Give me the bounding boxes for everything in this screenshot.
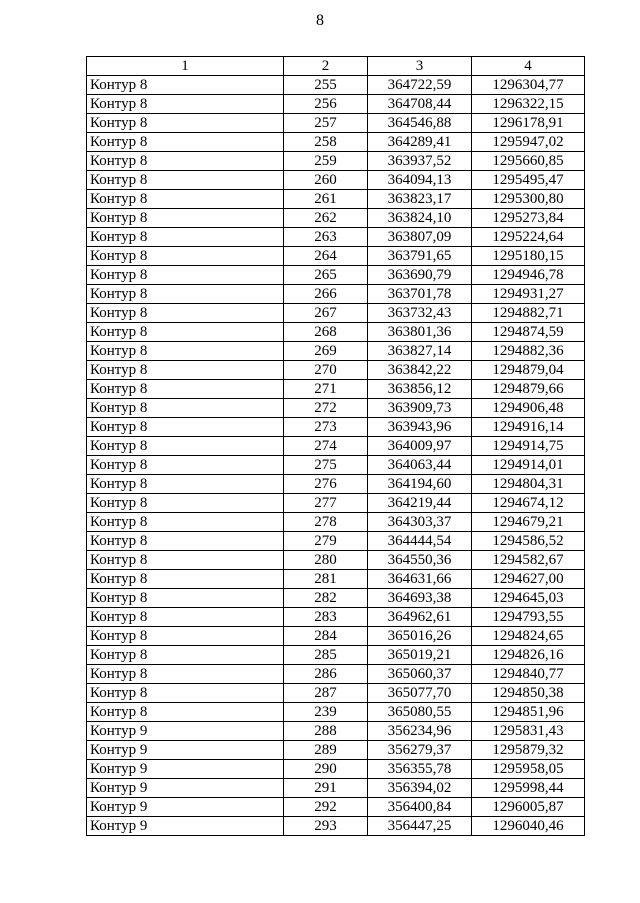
- y-coordinate-cell: 1294914,75: [472, 437, 585, 456]
- table-row: [87, 456, 585, 475]
- x-coordinate-cell: 364550,36: [368, 551, 472, 570]
- contour-name-cell: Контур 9: [87, 722, 284, 741]
- point-number-cell: 269: [284, 342, 368, 361]
- y-coordinate-cell: 1294906,48: [472, 399, 585, 418]
- table-row: [87, 133, 585, 152]
- x-coordinate-cell: 364194,60: [368, 475, 472, 494]
- contour-name-cell: Контур 8: [87, 76, 284, 95]
- contour-name-cell: Контур 8: [87, 608, 284, 627]
- point-number-cell: 284: [284, 627, 368, 646]
- x-coordinate-cell: 364962,61: [368, 608, 472, 627]
- point-number-cell: 273: [284, 418, 368, 437]
- point-number-cell: 270: [284, 361, 368, 380]
- x-coordinate-cell: 363842,22: [368, 361, 472, 380]
- y-coordinate-cell: 1295998,44: [472, 779, 585, 798]
- x-coordinate-cell: 365080,55: [368, 703, 472, 722]
- y-coordinate-cell: 1294645,03: [472, 589, 585, 608]
- column-header-1: 1: [87, 57, 284, 76]
- point-number-cell: 262: [284, 209, 368, 228]
- point-number-cell: 281: [284, 570, 368, 589]
- x-coordinate-cell: 363801,36: [368, 323, 472, 342]
- point-number-cell: 256: [284, 95, 368, 114]
- table-row: [87, 95, 585, 114]
- point-number-cell: 275: [284, 456, 368, 475]
- contour-name-cell: Контур 8: [87, 95, 284, 114]
- point-number-cell: 288: [284, 722, 368, 741]
- point-number-cell: 266: [284, 285, 368, 304]
- point-number-cell: 261: [284, 190, 368, 209]
- x-coordinate-cell: 365016,26: [368, 627, 472, 646]
- table-row: [87, 437, 585, 456]
- point-number-cell: 265: [284, 266, 368, 285]
- table-row: [87, 418, 585, 437]
- y-coordinate-cell: 1295831,43: [472, 722, 585, 741]
- contour-name-cell: Контур 8: [87, 551, 284, 570]
- y-coordinate-cell: 1294879,04: [472, 361, 585, 380]
- point-number-cell: 267: [284, 304, 368, 323]
- y-coordinate-cell: 1294851,96: [472, 703, 585, 722]
- table-row: [87, 399, 585, 418]
- y-coordinate-cell: 1296304,77: [472, 76, 585, 95]
- contour-name-cell: Контур 8: [87, 133, 284, 152]
- point-number-cell: 285: [284, 646, 368, 665]
- y-coordinate-cell: 1294874,59: [472, 323, 585, 342]
- table-row: [87, 323, 585, 342]
- header-row: [87, 57, 585, 76]
- contour-name-cell: Контур 8: [87, 285, 284, 304]
- table-row: [87, 304, 585, 323]
- contour-name-cell: Контур 8: [87, 456, 284, 475]
- contour-name-cell: Контур 8: [87, 266, 284, 285]
- y-coordinate-cell: 1294931,27: [472, 285, 585, 304]
- table-row: [87, 589, 585, 608]
- x-coordinate-cell: 364693,38: [368, 589, 472, 608]
- table-row: [87, 475, 585, 494]
- contour-name-cell: Контур 8: [87, 684, 284, 703]
- table-row: [87, 741, 585, 760]
- contour-name-cell: Контур 9: [87, 779, 284, 798]
- point-number-cell: 277: [284, 494, 368, 513]
- contour-name-cell: Контур 8: [87, 399, 284, 418]
- table-row: [87, 760, 585, 779]
- x-coordinate-cell: 363937,52: [368, 152, 472, 171]
- x-coordinate-cell: 363856,12: [368, 380, 472, 399]
- y-coordinate-cell: 1294882,36: [472, 342, 585, 361]
- point-number-cell: 279: [284, 532, 368, 551]
- point-number-cell: 287: [284, 684, 368, 703]
- point-number-cell: 260: [284, 171, 368, 190]
- y-coordinate-cell: 1294826,16: [472, 646, 585, 665]
- contour-name-cell: Контур 8: [87, 437, 284, 456]
- y-coordinate-cell: 1296005,87: [472, 798, 585, 817]
- y-coordinate-cell: 1295495,47: [472, 171, 585, 190]
- x-coordinate-cell: 363909,73: [368, 399, 472, 418]
- table-row: [87, 209, 585, 228]
- y-coordinate-cell: 1295300,80: [472, 190, 585, 209]
- contour-name-cell: Контур 8: [87, 646, 284, 665]
- table-row: [87, 817, 585, 836]
- y-coordinate-cell: 1295958,05: [472, 760, 585, 779]
- table-row: [87, 228, 585, 247]
- x-coordinate-cell: 364219,44: [368, 494, 472, 513]
- y-coordinate-cell: 1295224,64: [472, 228, 585, 247]
- y-coordinate-cell: 1295273,84: [472, 209, 585, 228]
- table-row: [87, 380, 585, 399]
- point-number-cell: 289: [284, 741, 368, 760]
- table-row: [87, 722, 585, 741]
- contour-name-cell: Контур 8: [87, 494, 284, 513]
- table-row: [87, 342, 585, 361]
- x-coordinate-cell: 364063,44: [368, 456, 472, 475]
- point-number-cell: 282: [284, 589, 368, 608]
- y-coordinate-cell: 1295180,15: [472, 247, 585, 266]
- x-coordinate-cell: 363943,96: [368, 418, 472, 437]
- y-coordinate-cell: 1294674,12: [472, 494, 585, 513]
- contour-name-cell: Контур 8: [87, 304, 284, 323]
- contour-name-cell: Контур 8: [87, 209, 284, 228]
- y-coordinate-cell: 1294582,67: [472, 551, 585, 570]
- table-header: [87, 57, 585, 76]
- coordinates-table: [86, 56, 585, 836]
- x-coordinate-cell: 363701,78: [368, 285, 472, 304]
- point-number-cell: 263: [284, 228, 368, 247]
- table-row: [87, 76, 585, 95]
- contour-name-cell: Контур 8: [87, 152, 284, 171]
- column-header-3: 3: [368, 57, 472, 76]
- table-row: [87, 494, 585, 513]
- table-row: [87, 152, 585, 171]
- y-coordinate-cell: 1294914,01: [472, 456, 585, 475]
- contour-name-cell: Контур 8: [87, 114, 284, 133]
- x-coordinate-cell: 363791,65: [368, 247, 472, 266]
- y-coordinate-cell: 1294679,21: [472, 513, 585, 532]
- y-coordinate-cell: 1294627,00: [472, 570, 585, 589]
- y-coordinate-cell: 1295879,32: [472, 741, 585, 760]
- point-number-cell: 259: [284, 152, 368, 171]
- x-coordinate-cell: 356355,78: [368, 760, 472, 779]
- y-coordinate-cell: 1294882,71: [472, 304, 585, 323]
- point-number-cell: 276: [284, 475, 368, 494]
- y-coordinate-cell: 1294793,55: [472, 608, 585, 627]
- table-row: [87, 532, 585, 551]
- y-coordinate-cell: 1294879,66: [472, 380, 585, 399]
- contour-name-cell: Контур 9: [87, 798, 284, 817]
- table-row: [87, 665, 585, 684]
- contour-name-cell: Контур 9: [87, 760, 284, 779]
- y-coordinate-cell: 1294586,52: [472, 532, 585, 551]
- y-coordinate-cell: 1294916,14: [472, 418, 585, 437]
- point-number-cell: 293: [284, 817, 368, 836]
- x-coordinate-cell: 364546,88: [368, 114, 472, 133]
- contour-name-cell: Контур 8: [87, 380, 284, 399]
- contour-name-cell: Контур 8: [87, 190, 284, 209]
- x-coordinate-cell: 364444,54: [368, 532, 472, 551]
- y-coordinate-cell: 1294824,65: [472, 627, 585, 646]
- page-number: 8: [316, 12, 324, 29]
- y-coordinate-cell: 1295660,85: [472, 152, 585, 171]
- contour-name-cell: Контур 8: [87, 589, 284, 608]
- contour-name-cell: Контур 8: [87, 228, 284, 247]
- contour-name-cell: Контур 8: [87, 627, 284, 646]
- table-row: [87, 798, 585, 817]
- x-coordinate-cell: 365077,70: [368, 684, 472, 703]
- contour-name-cell: Контур 9: [87, 817, 284, 836]
- contour-name-cell: Контур 8: [87, 513, 284, 532]
- contour-name-cell: Контур 8: [87, 532, 284, 551]
- contour-name-cell: Контур 8: [87, 247, 284, 266]
- table-row: [87, 646, 585, 665]
- point-number-cell: 255: [284, 76, 368, 95]
- x-coordinate-cell: 363827,14: [368, 342, 472, 361]
- contour-name-cell: Контур 8: [87, 665, 284, 684]
- x-coordinate-cell: 365019,21: [368, 646, 472, 665]
- x-coordinate-cell: 364094,13: [368, 171, 472, 190]
- x-coordinate-cell: 364303,37: [368, 513, 472, 532]
- table-row: [87, 361, 585, 380]
- contour-name-cell: Контур 8: [87, 570, 284, 589]
- point-number-cell: 258: [284, 133, 368, 152]
- y-coordinate-cell: 1294946,78: [472, 266, 585, 285]
- column-header-4: 4: [472, 57, 585, 76]
- table-row: [87, 513, 585, 532]
- contour-name-cell: Контур 8: [87, 361, 284, 380]
- x-coordinate-cell: 363824,10: [368, 209, 472, 228]
- table-row: [87, 171, 585, 190]
- table-row: [87, 190, 585, 209]
- table-body: [87, 76, 585, 836]
- y-coordinate-cell: 1296178,91: [472, 114, 585, 133]
- table-row: [87, 608, 585, 627]
- table-row: [87, 114, 585, 133]
- point-number-cell: 286: [284, 665, 368, 684]
- x-coordinate-cell: 364009,97: [368, 437, 472, 456]
- table-row: [87, 247, 585, 266]
- x-coordinate-cell: 365060,37: [368, 665, 472, 684]
- x-coordinate-cell: 363807,09: [368, 228, 472, 247]
- y-coordinate-cell: 1294840,77: [472, 665, 585, 684]
- x-coordinate-cell: 356400,84: [368, 798, 472, 817]
- point-number-cell: 292: [284, 798, 368, 817]
- contour-name-cell: Контур 8: [87, 171, 284, 190]
- x-coordinate-cell: 356234,96: [368, 722, 472, 741]
- table-row: [87, 627, 585, 646]
- point-number-cell: 283: [284, 608, 368, 627]
- contour-name-cell: Контур 8: [87, 342, 284, 361]
- point-number-cell: 274: [284, 437, 368, 456]
- y-coordinate-cell: 1296040,46: [472, 817, 585, 836]
- x-coordinate-cell: 363690,79: [368, 266, 472, 285]
- table-row: [87, 779, 585, 798]
- point-number-cell: 264: [284, 247, 368, 266]
- point-number-cell: 291: [284, 779, 368, 798]
- x-coordinate-cell: 356394,02: [368, 779, 472, 798]
- point-number-cell: 290: [284, 760, 368, 779]
- contour-name-cell: Контур 8: [87, 475, 284, 494]
- x-coordinate-cell: 364631,66: [368, 570, 472, 589]
- table-row: [87, 684, 585, 703]
- y-coordinate-cell: 1295947,02: [472, 133, 585, 152]
- point-number-cell: 268: [284, 323, 368, 342]
- point-number-cell: 257: [284, 114, 368, 133]
- contour-name-cell: Контур 8: [87, 703, 284, 722]
- table-row: [87, 266, 585, 285]
- y-coordinate-cell: 1296322,15: [472, 95, 585, 114]
- point-number-cell: 280: [284, 551, 368, 570]
- x-coordinate-cell: 356279,37: [368, 741, 472, 760]
- point-number-cell: 239: [284, 703, 368, 722]
- x-coordinate-cell: 364708,44: [368, 95, 472, 114]
- point-number-cell: 271: [284, 380, 368, 399]
- y-coordinate-cell: 1294804,31: [472, 475, 585, 494]
- contour-name-cell: Контур 8: [87, 418, 284, 437]
- table-row: [87, 570, 585, 589]
- point-number-cell: 278: [284, 513, 368, 532]
- y-coordinate-cell: 1294850,38: [472, 684, 585, 703]
- x-coordinate-cell: 364722,59: [368, 76, 472, 95]
- contour-name-cell: Контур 9: [87, 741, 284, 760]
- x-coordinate-cell: 363732,43: [368, 304, 472, 323]
- x-coordinate-cell: 363823,17: [368, 190, 472, 209]
- table-row: [87, 285, 585, 304]
- column-header-2: 2: [284, 57, 368, 76]
- x-coordinate-cell: 364289,41: [368, 133, 472, 152]
- table-row: [87, 551, 585, 570]
- contour-name-cell: Контур 8: [87, 323, 284, 342]
- point-number-cell: 272: [284, 399, 368, 418]
- x-coordinate-cell: 356447,25: [368, 817, 472, 836]
- table-row: [87, 703, 585, 722]
